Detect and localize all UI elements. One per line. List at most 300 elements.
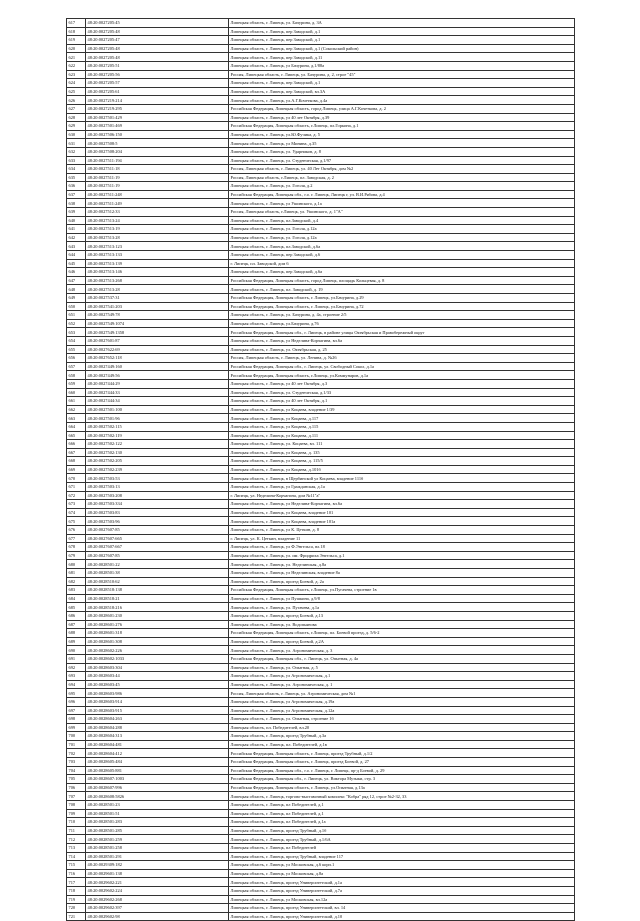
address-cell: Липецкая область, г. Липецк, проезд Университетский, вл. 14 [229, 904, 575, 913]
row-number-cell: 678 [67, 543, 86, 552]
table-row [67, 629, 575, 638]
cadastral-number-cell: 48:20:0029601:138 [86, 869, 229, 878]
address-cell: Липецкая область, г. Липецк, пер Заводской, д.6 [229, 251, 575, 260]
row-number-cell: 674 [67, 508, 86, 517]
cadastral-number-cell: 48:20:0027501:469 [86, 122, 229, 131]
table-row [67, 886, 575, 895]
row-number-cell: 687 [67, 620, 86, 629]
row-number-cell: 637 [67, 190, 86, 199]
cadastral-number-cell: 48:20:0028603:915 [86, 706, 229, 715]
cadastral-number-cell: 48:20:0027511:19 [86, 173, 229, 182]
row-number-cell: 701 [67, 740, 86, 749]
table-row [67, 852, 575, 861]
table-row [67, 96, 575, 105]
row-number-cell: 703 [67, 758, 86, 767]
cadastral-number-cell: 48:20:0028604:412 [86, 749, 229, 758]
address-cell: Российская Федерация, Липецкая область, г. Липецк, ул.Бачурина, д.72 [229, 302, 575, 311]
cadastral-number-cell: 48:20:0027513:28 [86, 233, 229, 242]
row-number-cell: 677 [67, 534, 86, 543]
address-cell: Липецкая область, г. Липецк, ул. Бачурина, д. 4а, строение 2/5 [229, 311, 575, 320]
address-cell: Липецкая область, г. Липецк, в Щербинской ул Коцаева, владение 111б [229, 474, 575, 483]
table-row [67, 672, 575, 681]
table-row [67, 457, 575, 466]
row-number-cell: 634 [67, 165, 86, 174]
row-number-cell: 630 [67, 130, 86, 139]
cadastral-number-cell: 48:20:0028604:263 [86, 715, 229, 724]
table-row [67, 560, 575, 569]
table-row [67, 603, 575, 612]
address-cell: Липецкая область, г. Липецк, ул Агрономическая, д.19а [229, 697, 575, 706]
address-cell: Липецкая область, г. Липецк, пл Победителей [229, 844, 575, 853]
table-row [67, 844, 575, 853]
cadastral-number-cell: 48:20:0028604:288 [86, 723, 229, 732]
row-number-cell: 633 [67, 156, 86, 165]
row-number-cell: 700 [67, 732, 86, 741]
table-row [67, 758, 575, 767]
row-number-cell: 654 [67, 336, 86, 345]
row-number-cell: 623 [67, 70, 86, 79]
table-row [67, 397, 575, 406]
table-row [67, 233, 575, 242]
address-cell: Российская Федерация, Липецкая обл., г.о. г. Липецк, Липецк г, ул. В.И.Рябова, д.4 [229, 190, 575, 199]
row-number-cell: 706 [67, 783, 86, 792]
address-cell: Липецкая область, г. Липецк, пер Заводской, д.1 [229, 27, 575, 36]
table-row [67, 637, 575, 646]
cadastral-number-cell: 48:20:0027513:268 [86, 276, 229, 285]
address-cell: Российская Федерация, Липецкая обл., г. Липецк, ул. Опытная, д. 4а [229, 654, 575, 663]
table-row [67, 431, 575, 440]
cadastral-number-cell: 48:20:0027607:85 [86, 526, 229, 535]
row-number-cell: 692 [67, 663, 86, 672]
address-cell: Липецкая область, г. Липецк, ул. Агрономическая, д. 3 [229, 646, 575, 655]
table-row [67, 766, 575, 775]
cadastral-number-cell: 48:20:0028602:226 [86, 646, 229, 655]
table-row [67, 53, 575, 62]
row-number-cell: 652 [67, 319, 86, 328]
row-number-cell: 702 [67, 749, 86, 758]
cadastral-number-cell: 48:20:0027205:61 [86, 87, 229, 96]
address-cell: Липецкая область, г. Липецк, пл Победителей, д.1а [229, 818, 575, 827]
cadastral-number-cell: 48:20:0027501:96 [86, 414, 229, 423]
table-row [67, 474, 575, 483]
row-number-cell: 708 [67, 801, 86, 810]
row-number-cell: 662 [67, 405, 86, 414]
row-number-cell: 667 [67, 448, 86, 457]
table-row [67, 345, 575, 354]
row-number-cell: 717 [67, 878, 86, 887]
cadastral-number-cell: 48:20:0027607:85 [86, 551, 229, 560]
address-cell: Липецкая область, г. Липецк, ул 40 лет Октября, д.3 [229, 379, 575, 388]
address-cell: Российская Федерация, Липецкая область, г. Липецк, ул.Опытная, д.13а [229, 783, 575, 792]
address-cell: Липецкая область, г. Липецк, пл. Победителей, д.1в [229, 740, 575, 749]
row-number-cell: 682 [67, 577, 86, 586]
address-cell: Липецкая область, г. Липецк, ул Коцаева, д.117 [229, 414, 575, 423]
row-number-cell: 641 [67, 225, 86, 234]
row-number-cell: 642 [67, 233, 86, 242]
row-number-cell: 715 [67, 861, 86, 870]
row-number-cell: 681 [67, 569, 86, 578]
row-number-cell: 626 [67, 96, 86, 105]
table-row [67, 775, 575, 784]
row-number-cell: 699 [67, 723, 86, 732]
table-row [67, 740, 575, 749]
table-row [67, 199, 575, 208]
cadastral-number-cell: 48:20:0027219:214 [86, 96, 229, 105]
table-row [67, 869, 575, 878]
cadastral-number-cell: 48:20:0027444:33 [86, 388, 229, 397]
row-number-cell: 710 [67, 818, 86, 827]
table-row [67, 422, 575, 431]
cadastral-number-cell: 48:20:0029602:268 [86, 895, 229, 904]
table-row [67, 491, 575, 500]
row-number-cell: 693 [67, 672, 86, 681]
row-number-cell: 650 [67, 302, 86, 311]
table-row [67, 70, 575, 79]
row-number-cell: 628 [67, 113, 86, 122]
address-cell: Российская Федерация, Липецкая область, г.Липецк, пл. Боевой проезд, д. 5/6-2 [229, 629, 575, 638]
address-cell: Липецкая область, г. Липецк, проезд Университетский, д.1а [229, 878, 575, 887]
row-number-cell: 618 [67, 27, 86, 36]
row-number-cell: 709 [67, 809, 86, 818]
cadastral-number-cell: 48:20:0027607:665 [86, 534, 229, 543]
address-cell: Липецкая область, г. Липецк, ул Бачурина, д.1/88а [229, 61, 575, 70]
row-number-cell: 685 [67, 603, 86, 612]
table-row [67, 835, 575, 844]
row-number-cell: 625 [67, 87, 86, 96]
row-number-cell: 644 [67, 251, 86, 260]
row-number-cell: 721 [67, 912, 86, 921]
row-number-cell: 704 [67, 766, 86, 775]
address-cell: Липецкая область, г. Липецк, ул Ф.Энгельса, вл.18 [229, 543, 575, 552]
table-row [67, 689, 575, 698]
table-row [67, 336, 575, 345]
address-cell: Липецкая область, г. Липецк, ул Коцаева, д.111 [229, 431, 575, 440]
row-number-cell: 647 [67, 276, 86, 285]
cadastral-number-cell: 48:20:0028607:996 [86, 783, 229, 792]
address-cell: Липецкая область, г. Липецк, ул. Студенческая, д.1/97 [229, 156, 575, 165]
row-number-cell: 673 [67, 500, 86, 509]
table-row [67, 508, 575, 517]
address-cell: Липецкая область, г. Липецк, ул. Неделинская, д.8а [229, 560, 575, 569]
cadastral-register-table [66, 18, 575, 921]
address-cell: г. Липецк, пл. Заводской, дом 6 [229, 259, 575, 268]
table-row [67, 697, 575, 706]
address-cell: Российская Федерация, Липецкая область, город Липецк, улица А.Г.Кочеткова, д. 2 [229, 104, 575, 113]
cadastral-number-cell: 48:20:0027511:249 [86, 199, 229, 208]
cadastral-number-cell: 48:20:0027219:295 [86, 104, 229, 113]
cadastral-number-cell: 48:20:0027508:204 [86, 147, 229, 156]
address-cell: Липецкая область, г. Липецк, пер Заводской, д.11 [229, 53, 575, 62]
row-number-cell: 705 [67, 775, 86, 784]
address-cell: Липецкая область, г. Липецк, проезд Боевой, д.2А [229, 637, 575, 646]
row-number-cell: 695 [67, 689, 86, 698]
row-number-cell: 691 [67, 654, 86, 663]
row-number-cell: 671 [67, 483, 86, 492]
row-number-cell: 659 [67, 379, 86, 388]
address-cell: Липецкая область, г. Липецк, ул. Опытная, д. 5 [229, 663, 575, 672]
cadastral-number-cell: 48:20:0029602:397 [86, 904, 229, 913]
address-cell: Липецкая область, г. Липецк, ул. Гоголя, д.12а [229, 233, 575, 242]
cadastral-number-cell: 48:20:0027513:133 [86, 251, 229, 260]
cadastral-number-cell: 48:20:0027205:45 [86, 19, 229, 28]
cadastral-number-cell: 48:20:0027537:31 [86, 294, 229, 303]
cadastral-number-cell: 48:20:0028518:216 [86, 603, 229, 612]
row-number-cell: 661 [67, 397, 86, 406]
table-row [67, 319, 575, 328]
row-number-cell: 698 [67, 715, 86, 724]
row-number-cell: 707 [67, 792, 86, 801]
table-row [67, 646, 575, 655]
address-cell: Липецкая область, г. Липецк, ул. Агрономическая, д. 1 [229, 680, 575, 689]
table-row [67, 311, 575, 320]
address-cell: Российская Федерация, Липецкая область, г. Липецк, проезд Трубный, д.1/2 [229, 749, 575, 758]
address-cell: Россия, Липецкая область, г.Липецк, ул. Ушинского, д. 1"А" [229, 208, 575, 217]
address-cell: Липецкая область, г. Липецк, ул. Водопьянова [229, 620, 575, 629]
row-number-cell: 720 [67, 904, 86, 913]
row-number-cell: 638 [67, 199, 86, 208]
address-cell: Липецкая область, г. Липецк, ул Коцаева, владение 101 [229, 508, 575, 517]
address-cell: Липецкая область, г. Липецк, ул К. Цеткин, д. 8 [229, 526, 575, 535]
table-row [67, 620, 575, 629]
table-row [67, 79, 575, 88]
address-cell: Российская Федерация, Липецкая обл., г. Липецк, ул. Свободный Сокол, д.1а [229, 362, 575, 371]
table-row [67, 156, 575, 165]
cadastral-number-cell: 48:20:0029602:221 [86, 878, 229, 887]
address-cell: Российская Федерация, Липецкая область, г. Липецк, проезд Боевой, д. 27 [229, 758, 575, 767]
table-row [67, 483, 575, 492]
table-row [67, 551, 575, 560]
table-row [67, 268, 575, 277]
cadastral-number-cell: 48:20:0027502:205 [86, 457, 229, 466]
row-number-cell: 627 [67, 104, 86, 113]
address-cell: Липецкая область, г. Липецк, ул Неделина-Корчагина, вл.6а [229, 336, 575, 345]
cadastral-number-cell: 48:20:0027549:1358 [86, 328, 229, 337]
cadastral-number-cell: 48:20:0027513:146 [86, 268, 229, 277]
row-number-cell: 631 [67, 139, 86, 148]
cadastral-number-cell: 48:20:0027502:122 [86, 440, 229, 449]
table-row [67, 465, 575, 474]
table-row [67, 27, 575, 36]
row-number-cell: 689 [67, 637, 86, 646]
row-number-cell: 639 [67, 208, 86, 217]
cadastral-number-cell: 48:20:0027205:48 [86, 27, 229, 36]
row-number-cell: 672 [67, 491, 86, 500]
row-number-cell: 683 [67, 586, 86, 595]
address-cell: Липецкая область, г. Липецк, пл.Заводской, д.6а [229, 242, 575, 251]
address-cell: Российская Федерация, Липецкая область, г. Липецк, ул.Бачурина, д.29 [229, 294, 575, 303]
address-cell: Российская Федерация, Липецкая обл., г.о. г. Липецк, г. Липецк, пр-д Боевой, д. 29 [229, 766, 575, 775]
cadastral-number-cell: 48:20:0028608:5826 [86, 792, 229, 801]
table-row [67, 147, 575, 156]
table-row [67, 208, 575, 217]
address-cell: Липецкая область, г. Липецк, проезд Университетский, д.10 [229, 912, 575, 921]
cadastral-number-cell: 48:20:0027449:56 [86, 371, 229, 380]
cadastral-number-cell: 48:20:0028601:230 [86, 611, 229, 620]
row-number-cell: 624 [67, 79, 86, 88]
table-row [67, 388, 575, 397]
address-cell: Липецкая область, г. Липецк, ул Пушкина, д.9/8 [229, 594, 575, 603]
table-row [67, 104, 575, 113]
cadastral-number-cell: 48:20:0027205:57 [86, 79, 229, 88]
table-row [67, 723, 575, 732]
table-row [67, 809, 575, 818]
cadastral-number-cell: 48:20:0029309:182 [86, 861, 229, 870]
row-number-cell: 657 [67, 362, 86, 371]
cadastral-number-cell: 48:20:0027502:115 [86, 422, 229, 431]
cadastral-number-cell: 48:20:0028510:62 [86, 577, 229, 586]
cadastral-number-cell: 48:20:0027205:56 [86, 70, 229, 79]
table-row [67, 586, 575, 595]
cadastral-number-cell: 48:20:0029602:224 [86, 886, 229, 895]
table-row [67, 242, 575, 251]
address-cell: Россия, Липецкая область, г. Липецк, ул. Бачурина, д. 2, строе "45" [229, 70, 575, 79]
cadastral-number-cell: 48:20:0027444:29 [86, 379, 229, 388]
address-cell: Липецкая область, г. Липецк, ул Московская, д.8а [229, 869, 575, 878]
row-number-cell: 719 [67, 895, 86, 904]
address-cell: Липецкая область, г. Липецк, проезд Боевой, д.13 [229, 611, 575, 620]
cadastral-number-cell: 48:20:0027512:33 [86, 208, 229, 217]
cadastral-number-cell: 48:20:0028501:22 [86, 560, 229, 569]
cadastral-number-cell: 48:20:0028601:318 [86, 629, 229, 638]
table-row [67, 569, 575, 578]
table-row [67, 251, 575, 260]
table-row [67, 517, 575, 526]
address-cell: Липецкая область, г. Липецк, ул 40 лет Октября, д.1 [229, 397, 575, 406]
cadastral-number-cell: 48:20:0027503:334 [86, 500, 229, 509]
cadastral-number-cell: 48:20:0027503:13 [86, 483, 229, 492]
row-number-cell: 658 [67, 371, 86, 380]
cadastral-number-cell: 48:20:0028604:313 [86, 732, 229, 741]
table-row [67, 354, 575, 363]
cadastral-number-cell: 48:20:0028602:1033 [86, 654, 229, 663]
row-number-cell: 655 [67, 345, 86, 354]
table-row [67, 663, 575, 672]
row-number-cell: 656 [67, 354, 86, 363]
row-number-cell: 663 [67, 414, 86, 423]
row-number-cell: 649 [67, 294, 86, 303]
address-cell: Липецкая область, г. Липецк, пер Заводской, д.1 [229, 79, 575, 88]
row-number-cell: 664 [67, 422, 86, 431]
cadastral-number-cell: 48:20:0028501:259 [86, 835, 229, 844]
cadastral-number-cell: 48:20:0027513:19 [86, 225, 229, 234]
row-number-cell: 694 [67, 680, 86, 689]
cadastral-number-cell: 48:20:0028603:986 [86, 689, 229, 698]
row-number-cell: 619 [67, 36, 86, 45]
address-cell: Россия, Липецкая область, г.Липецк, пл. Заводская, д. 2 [229, 173, 575, 182]
address-cell: Липецкая область, г. Липецк, пл.Заводской, д.4 [229, 216, 575, 225]
cadastral-number-cell: 48:20:0028601:308 [86, 637, 229, 646]
address-cell: Липецкая область, г. Липецк, ул Московская, вл.12а [229, 895, 575, 904]
cadastral-number-cell: 48:20:0028501:283 [86, 818, 229, 827]
table-row [67, 61, 575, 70]
address-cell: Липецкая область, г. Липецк, ул Гражданская, д.1а [229, 483, 575, 492]
table-row [67, 276, 575, 285]
row-number-cell: 668 [67, 457, 86, 466]
cadastral-number-cell: 48:20:0027501:100 [86, 405, 229, 414]
table-row [67, 895, 575, 904]
cadastral-number-cell: 48:20:0027506:150 [86, 130, 229, 139]
address-cell: Липецкая область, г. Липецк, ул. Октябрьская, д. 25 [229, 345, 575, 354]
row-number-cell: 645 [67, 259, 86, 268]
row-number-cell: 688 [67, 629, 86, 638]
cadastral-number-cell: 48:20:0028518:21 [86, 594, 229, 603]
row-number-cell: 646 [67, 268, 86, 277]
address-cell: Российская Федерация, Липецкая область, г.Липецк, ул.Коммунаров, д.1а [229, 371, 575, 380]
address-cell: Россия, Липецкая область, г. Липецк, ул. 40 Лет Октября, дом №2 [229, 165, 575, 174]
address-cell: Липецкая область, г. Липецк, пл Победителей, д.1 [229, 801, 575, 810]
address-cell: Липецкая область, г. Липецк, ул.Ю.Фучика, д. 5 [229, 130, 575, 139]
row-number-cell: 712 [67, 835, 86, 844]
row-number-cell: 713 [67, 844, 86, 853]
table-row [67, 543, 575, 552]
cadastral-number-cell: 48:20:0027549:78 [86, 311, 229, 320]
table-row [67, 783, 575, 792]
address-cell: Российская Федерация, Липецкая область, г.Липецк, ул.Пугачева, строение 1в [229, 586, 575, 595]
cadastral-number-cell: 48:20:0027205:48 [86, 53, 229, 62]
row-number-cell: 675 [67, 517, 86, 526]
cadastral-number-cell: 48:20:0028603:44 [86, 672, 229, 681]
cadastral-number-cell: 48:20:0027607:667 [86, 543, 229, 552]
table-row [67, 362, 575, 371]
table-row [67, 173, 575, 182]
address-cell: Липецкая область, г. Липецк, проезд Боевой, д. 2а [229, 577, 575, 586]
table-row [67, 285, 575, 294]
table-row [67, 534, 575, 543]
address-cell: г. Липецк, ул. К. Цеткин, владение 11 [229, 534, 575, 543]
cadastral-number-cell: 48:20:0028518:138 [86, 586, 229, 595]
address-cell: Липецкая область, г. Липецк, пл. Заводской, д. 19 [229, 285, 575, 294]
address-cell: Липецкая область, г. Липецк, ул Коцаева, д. 115/5 [229, 457, 575, 466]
cadastral-number-cell: 48:20:0027502:130 [86, 448, 229, 457]
cadastral-number-cell: 48:20:0027205:51 [86, 61, 229, 70]
table-row [67, 122, 575, 131]
address-cell: Липецкая область, г. Липецк, пер Заводской, д.6а [229, 268, 575, 277]
address-cell: Липецкая область, г. Липецк, ул. им. Фридриха Энгельса, д.1 [229, 551, 575, 560]
table-row [67, 19, 575, 28]
address-cell: Липецкая область, г. Липецк, ул Коцаева, д. 135 [229, 448, 575, 457]
address-cell: Липецкая область, г. Липецк, проезд Трубный, д.3а [229, 732, 575, 741]
address-cell: Липецкая область, г. Липецк, ул Московская, д.6 корп.1 [229, 861, 575, 870]
address-cell: Липецкая область, г. Липецк, ул Неделина-Корчагина, вл.6а [229, 500, 575, 509]
address-cell: Российская Федерация, Липецкая обл., г. Липецк, в районе улицы Октябрьская и Правобережный округ [229, 328, 575, 337]
address-cell: Липецкая область, г. Липецк, ул. Гоголя, д.12а [229, 225, 575, 234]
address-cell: Липецкая область, г. Липецк, проезд Университетский, д.7а [229, 886, 575, 895]
address-cell: Липецкая область, г. Липецк, ул. Ударников, д. 8 [229, 147, 575, 156]
cadastral-number-cell: 48:20:0028501:285 [86, 826, 229, 835]
row-number-cell: 680 [67, 560, 86, 569]
row-number-cell: 660 [67, 388, 86, 397]
address-cell: Липецкая область, г. Липецк, ул Минина, д.35 [229, 139, 575, 148]
cadastral-number-cell: 48:20:0027601:87 [86, 336, 229, 345]
address-cell: Липецкая область, г. Липецк, ул 40 лет Октября, д.39 [229, 113, 575, 122]
table-row [67, 878, 575, 887]
table-row [67, 87, 575, 96]
address-cell: Российская Федерация, Липецкая обл., г. Липецк, ул. Виктора Музыки, стр. 3 [229, 775, 575, 784]
address-cell: Липецкая область, г. Липецк, ул. Бачурина, д. 3А [229, 19, 575, 28]
table-row [67, 182, 575, 191]
table-row [67, 706, 575, 715]
table-row [67, 912, 575, 921]
row-number-cell: 622 [67, 61, 86, 70]
address-cell: Липецкая область, г. Липецк, ул Коцаева, д.101б [229, 465, 575, 474]
address-cell: Липецкая область, г. Липецк, ул. Коцаева, вл. 111 [229, 440, 575, 449]
address-cell: Липецкая область, г. Липецк, проезд Трубный, д.1б [229, 826, 575, 835]
row-number-cell: 635 [67, 173, 86, 182]
address-cell: Липецкая область, г. Липецк, пер Заводской, вл.3А [229, 87, 575, 96]
cadastral-number-cell: 48:20:0027205:48 [86, 44, 229, 53]
address-cell: Липецкая область, г. Липецк, ул Ушинского, д.1а [229, 199, 575, 208]
cadastral-number-cell: 48:20:0028501:258 [86, 844, 229, 853]
